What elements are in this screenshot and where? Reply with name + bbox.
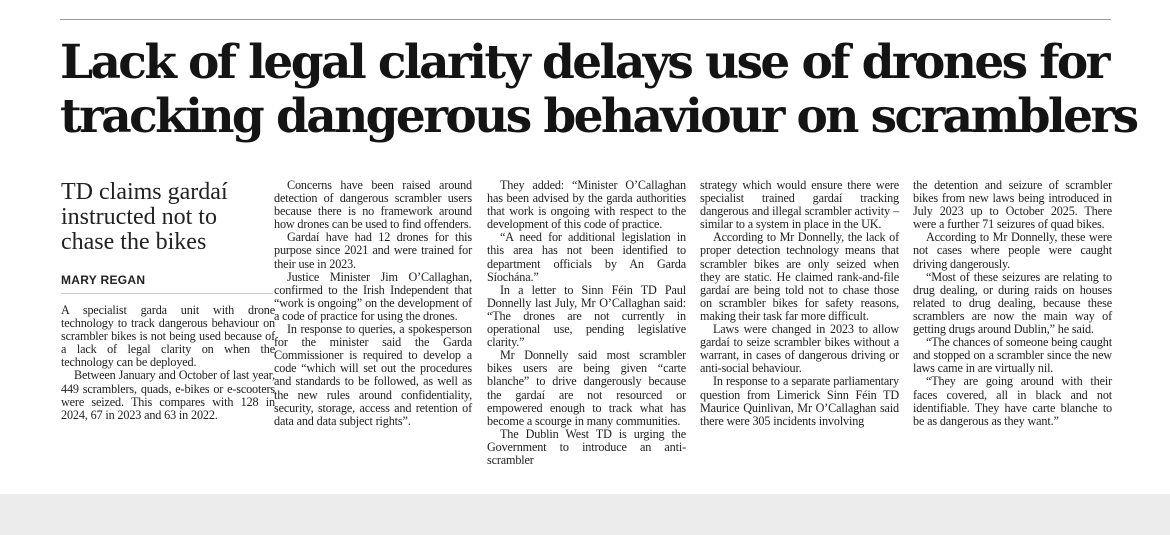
headline-line-2: tracking dangerous behaviour on scramblers	[60, 89, 1137, 144]
paragraph: “Most of these seizures are relating to drug dealing, or during raids on houses related to drug dealing, because these scramblers are now the main way of getting drugs around Dublin,” he said.	[913, 269, 1112, 337]
paragraph: The Dublin West TD is urging the Government to introduce an anti-scrambler	[487, 426, 686, 467]
paragraph: strategy which would ensure there were specialist trained gardaí tracking dangerous and illegal scrambler activity – similar to a system in place in the UK.	[700, 178, 899, 232]
paragraph: Mr Donnelly said most scrambler bikes users are being given “carte blanche” to drive dangerously because the gardaí are not resourced or empowered enough to track what has become a scourge in many communities.	[487, 348, 686, 428]
paragraph: “The chances of someone being caught and stopped on a scrambler since the new laws came in are virtually nil.	[913, 335, 1112, 376]
paragraph: the detention and seizure of scrambler bikes from new laws being introduced in July 2023 up to October 2025. There were a further 71 seizures of quad bikes.	[913, 178, 1112, 232]
paragraph: Gardaí have had 12 drones for this purpose since 2021 and were trained for their use in 2023.	[274, 230, 472, 271]
article-column-5	[913, 179, 1112, 428]
paragraph: According to Mr Donnelly, the lack of proper detection technology means that scrambler bikes are only seized when they are static. He claimed rank-and-file gardaí are being told not to chase those on scrambler bikes for safety reasons, making their task far more difficult.	[700, 230, 899, 323]
paragraph: “A need for additional legislation in this area has not been identified to department officials by An Garda Síochána.”	[487, 230, 686, 284]
paragraph: In response to queries, a spokesperson for the minister said the Garda Commissioner is required to develop a code “which will set out the procedures and standards to be followed, as well as the new rules around confidentiality, security, storage, access and retention of data and data subject rights”.	[274, 322, 472, 428]
paragraph: Concerns have been raised around detection of dangerous scrambler users because there is no framework around how drones can be used to find offenders.	[274, 178, 472, 232]
article-column-1	[61, 304, 275, 422]
article-column-3	[487, 179, 686, 467]
paragraph: According to Mr Donnelly, these were not cases where people were caught driving dangerously.	[913, 230, 1112, 271]
headline-line-1: Lack of legal clarity delays use of drones for	[60, 35, 1108, 90]
article-column-2	[274, 179, 472, 428]
paragraph: They added: “Minister O’Callaghan has been advised by the garda authorities that work is ongoing with respect to the development of this code of practice.	[487, 178, 686, 232]
paragraph: In a letter to Sinn Féin TD Paul Donnelly last July, Mr O’Callaghan said: “The drones are not currently in operational use, pending legislative clarity.”	[487, 282, 686, 350]
paragraph: Laws were changed in 2023 to allow gardaí to seize scrambler bikes without a warrant, in cases of dangerous driving or anti-social behaviour.	[700, 322, 899, 376]
headline	[60, 35, 1137, 144]
byline: MARY REGAN	[61, 273, 146, 287]
paragraph: In response to a separate parliamentary question from Limerick Sinn Féin TD Maurice Quinlivan, Mr O’Callaghan said there were 305 incidents involving	[700, 374, 899, 428]
article-column-4	[700, 179, 899, 428]
byline-rule	[61, 293, 273, 294]
paragraph: Justice Minister Jim O’Callaghan, confirmed to the Irish Independent that “work is ongoing” on the development of a code of practice for using the drones.	[274, 269, 472, 323]
paragraph: Between January and October of last year, 449 scramblers, quads, e-bikes or e-scooters were seized. This compares with 128 in 2024, 67 in 2023 and 63 in 2022.	[61, 368, 275, 422]
paragraph: “They are going around with their faces covered, all in black and not identifiable. They have carte blanche to be as dangerous as they want.”	[913, 374, 1112, 428]
paragraph: A specialist garda unit with drone technology to track dangerous behaviour on scrambler bikes is not being used because of a lack of legal clarity on when the technology can be deployed.	[61, 303, 275, 370]
top-rule	[60, 19, 1111, 20]
standfirst: TD claims gardaí instructed not to chase the bikes	[61, 179, 228, 255]
